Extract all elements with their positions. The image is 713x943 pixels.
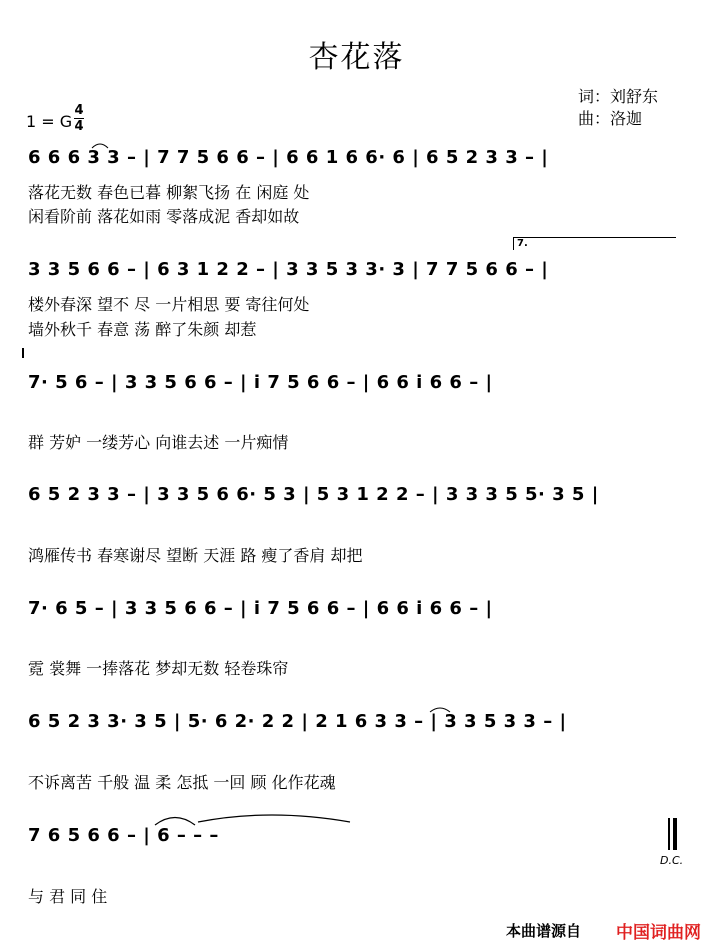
composer-credit: 曲：洛迦 xyxy=(578,109,643,128)
notation-row-1: 6 6 6 3 3 – | 7 7 5 6 6 – | 6 6 1 6 6· 6 | 6 5 2 3 3 – | xyxy=(28,147,549,168)
time-signature-top: 4 xyxy=(74,103,84,118)
notation-row-7: 7 6 5 6 6 – | 6 – – – xyxy=(28,825,219,846)
key-signature: 1 = G xyxy=(26,112,73,131)
lyrics-row-7: 与 君 同 住 xyxy=(28,887,108,906)
notation-row-5: 7· 6 5 – | 3 3 5 6 6 – | i 7 5 6 6 – | 6 6 i 6 6 – | xyxy=(28,598,493,619)
footer-source-label: 本曲谱源自 xyxy=(506,922,582,940)
lyrics-row-6: 不诉离苦 千般 温 柔 怎抵 一回 顾 化作花魂 xyxy=(28,773,336,792)
lyrics-row-5: 霓 裳舞 一捧落花 梦却无数 轻卷珠帘 xyxy=(28,659,289,678)
song-title: 杏花落 xyxy=(308,40,405,75)
time-signature-bottom: 4 xyxy=(74,119,84,134)
lyrics-row-3: 群 芳妒 一缕芳心 向谁去述 一片痴情 xyxy=(28,433,289,452)
lyrics-row-1-verse-1: 落花无数 春色已暮 柳絮飞扬 在 闲庭 处 xyxy=(28,183,310,202)
footer-site-link[interactable]: 中国词曲网 xyxy=(616,923,701,943)
lyricist-credit: 词：刘舒东 xyxy=(578,87,659,106)
lyrics-row-4: 鸿雁传书 春寒谢尽 望断 天涯 路 瘦了香肩 却把 xyxy=(28,546,363,565)
lyrics-row-2-verse-1: 楼外春深 望不 尽 一片相思 要 寄往何处 xyxy=(28,295,310,314)
notation-row-2: 3 3 5 6 6 – | 6 3 1 2 2 – | 3 3 5 3 3· 3 | 7 7 5 6 6 – | xyxy=(28,259,549,280)
volta-label: 7. xyxy=(517,238,528,249)
notation-row-6: 6 5 2 3 3· 3 5 | 5· 6 2· 2 2 | 2 1 6 3 3 – | 3 3 5 3 3 – | xyxy=(28,711,567,732)
notation-row-4: 6 5 2 3 3 – | 3 3 5 6 6· 5 3 | 5 3 1 2 2 – | 3 3 3 5 5· 3 5 | xyxy=(28,484,599,505)
final-barline-thick xyxy=(673,818,677,850)
lyrics-row-1-verse-2: 闲看阶前 落花如雨 零落成泥 香却如故 xyxy=(28,207,300,226)
notation-row-3: 7· 5 6 – | 3 3 5 6 6 – | i 7 5 6 6 – | 6 6 i 6 6 – | xyxy=(28,372,493,393)
lyrics-row-2-verse-2: 墙外秋千 春意 荡 醉了朱颜 却惹 xyxy=(28,320,257,339)
da-capo-mark: D.C. xyxy=(660,854,684,867)
final-barline-thin xyxy=(668,818,670,850)
